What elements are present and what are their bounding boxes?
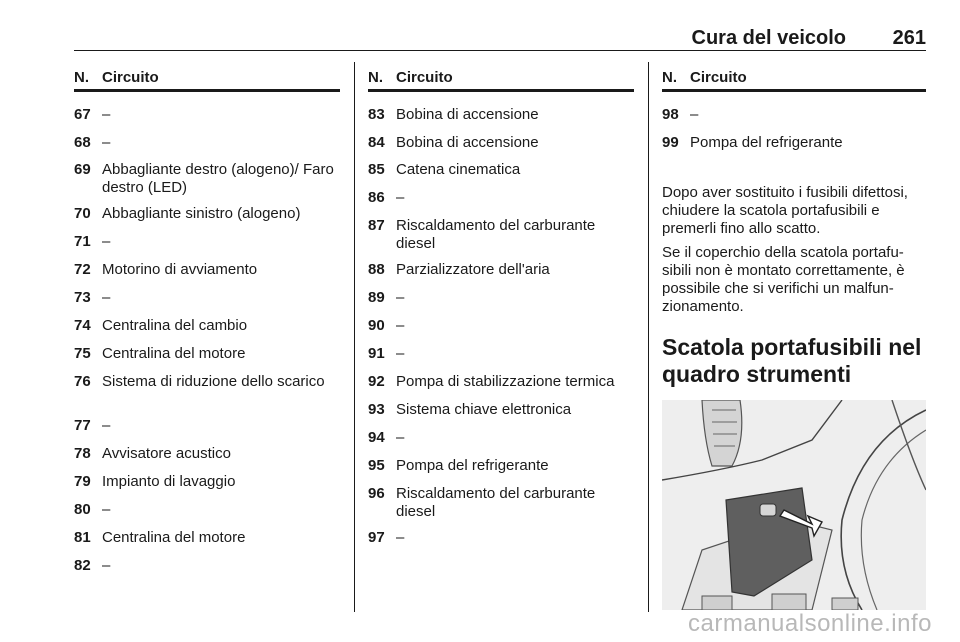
table-header bbox=[74, 62, 340, 92]
paragraph: Dopo aver sostituito i fusibili difettosi, chiudere la scatola portafusibili e premerli fino allo scatto. bbox=[662, 184, 908, 237]
fuse-number: 94 bbox=[368, 429, 385, 446]
table-header bbox=[368, 62, 634, 92]
fuse-rows bbox=[662, 92, 926, 170]
fuse-row bbox=[74, 445, 340, 463]
fuse-number: 86 bbox=[368, 189, 385, 206]
fuse-circuit: – bbox=[102, 289, 111, 306]
fuse-number: 95 bbox=[368, 457, 385, 474]
fuse-row bbox=[368, 317, 634, 335]
fuse-row bbox=[368, 161, 634, 179]
fuse-number: 91 bbox=[368, 345, 385, 362]
fuse-number: 71 bbox=[74, 233, 91, 250]
fuse-number: 88 bbox=[368, 261, 385, 278]
fuse-row bbox=[74, 473, 340, 491]
fuse-number: 70 bbox=[74, 205, 91, 222]
fuse-number: 84 bbox=[368, 134, 385, 151]
fuse-number: 75 bbox=[74, 345, 91, 362]
fuse-number: 73 bbox=[74, 289, 91, 306]
fuse-row bbox=[368, 401, 634, 419]
fuse-row bbox=[74, 417, 340, 435]
fuse-row bbox=[74, 345, 340, 363]
fuse-number: 99 bbox=[662, 134, 679, 151]
fuse-number: 98 bbox=[662, 106, 679, 123]
fuse-row bbox=[368, 134, 634, 152]
fuse-number: 74 bbox=[74, 317, 91, 334]
header-circuit: Circuito bbox=[102, 69, 159, 86]
fuse-row bbox=[368, 289, 634, 307]
header-number: N. bbox=[662, 69, 677, 86]
table-header bbox=[662, 62, 926, 92]
fuse-row bbox=[368, 189, 634, 207]
page-header bbox=[74, 0, 926, 51]
header-circuit: Circuito bbox=[690, 69, 747, 86]
fuse-circuit: – bbox=[396, 317, 405, 334]
fuse-row bbox=[74, 317, 340, 335]
fuse-row bbox=[74, 161, 340, 197]
fuse-number: 90 bbox=[368, 317, 385, 334]
fuse-circuit: Riscaldamento del carburante diesel bbox=[396, 485, 596, 520]
fuse-circuit: – bbox=[102, 417, 111, 434]
fuse-circuit: Bobina di accensione bbox=[396, 134, 539, 151]
fuse-circuit: Avvisatore acustico bbox=[102, 445, 231, 462]
fuse-number: 79 bbox=[74, 473, 91, 490]
fuse-number: 92 bbox=[368, 373, 385, 390]
section-title: Scatola portafusibili nel quadro strumenti bbox=[662, 334, 922, 387]
fuse-circuit: Catena cinematica bbox=[396, 161, 521, 178]
fuse-row bbox=[368, 457, 634, 475]
fuse-number: 93 bbox=[368, 401, 385, 418]
fuse-row bbox=[74, 134, 340, 152]
fuse-rows bbox=[74, 92, 340, 593]
watermark: carmanualsonline.info bbox=[688, 610, 932, 637]
fuse-row bbox=[368, 345, 634, 363]
fuse-row bbox=[74, 233, 340, 251]
fuse-circuit: – bbox=[102, 134, 111, 151]
fuse-circuit: Centralina del motore bbox=[102, 529, 246, 546]
fuse-row bbox=[662, 106, 926, 124]
fuse-circuit: Centralina del cambio bbox=[102, 317, 248, 334]
fuse-row bbox=[74, 529, 340, 547]
fuse-table-column-1 bbox=[74, 62, 340, 593]
fuse-row bbox=[662, 134, 926, 152]
fuse-number: 83 bbox=[368, 106, 385, 123]
page-number: 261 bbox=[892, 27, 926, 49]
fuse-row bbox=[368, 529, 634, 547]
fuse-row bbox=[74, 106, 340, 124]
column-divider bbox=[354, 62, 355, 612]
fuse-circuit: Sistema chiave elettronica bbox=[396, 401, 572, 418]
chapter-title: Cura del veicolo bbox=[691, 27, 846, 49]
fuse-number: 87 bbox=[368, 217, 385, 234]
fuse-circuit: – bbox=[102, 557, 111, 574]
fuse-circuit: – bbox=[102, 106, 111, 123]
fuse-number: 68 bbox=[74, 134, 91, 151]
fuse-row bbox=[368, 429, 634, 447]
fuse-row bbox=[368, 217, 634, 253]
fuse-number: 85 bbox=[368, 161, 385, 178]
fuse-circuit: Bobina di accensione bbox=[396, 106, 539, 123]
column-divider bbox=[648, 62, 649, 612]
dashboard-fuse-box-illustration bbox=[662, 400, 926, 610]
header-circuit: Circuito bbox=[396, 69, 453, 86]
fuse-circuit: Centralina del motore bbox=[102, 345, 246, 362]
fuse-number: 72 bbox=[74, 261, 91, 278]
fuse-number: 78 bbox=[74, 445, 91, 462]
fuse-number: 80 bbox=[74, 501, 91, 518]
fuse-circuit: – bbox=[396, 189, 405, 206]
fuse-table-column-3 bbox=[662, 62, 926, 610]
fuse-number: 96 bbox=[368, 485, 385, 502]
fuse-row bbox=[368, 485, 634, 521]
fuse-number: 81 bbox=[74, 529, 91, 546]
fuse-row bbox=[74, 501, 340, 519]
fuse-circuit: – bbox=[396, 345, 405, 362]
paragraph: Se il coperchio della scatola portafu- sibili non è montato correttamente, è possibile che si verifichi un malfun- zionamento. bbox=[662, 244, 905, 315]
fuse-circuit: – bbox=[396, 289, 405, 306]
fuse-circuit: Parzializzatore dell'aria bbox=[396, 261, 550, 278]
fuse-row bbox=[368, 261, 634, 279]
fuse-circuit: – bbox=[396, 429, 405, 446]
fuse-number: 67 bbox=[74, 106, 91, 123]
fuse-number: 76 bbox=[74, 373, 91, 390]
fuse-circuit: Pompa di stabilizzazione termica bbox=[396, 373, 615, 390]
fuse-row bbox=[74, 373, 340, 391]
fuse-circuit: – bbox=[102, 233, 111, 250]
fuse-circuit: – bbox=[396, 529, 405, 546]
fuse-row bbox=[74, 289, 340, 307]
fuse-row bbox=[74, 261, 340, 279]
fuse-circuit: Abbagliante sinistro (alogeno) bbox=[102, 205, 301, 222]
fuse-circuit: Riscaldamento del carburante diesel bbox=[396, 217, 596, 252]
fuse-row bbox=[74, 557, 340, 575]
fuse-rows bbox=[368, 92, 634, 565]
fuse-number: 82 bbox=[74, 557, 91, 574]
fuse-circuit: – bbox=[102, 501, 111, 518]
fuse-circuit: Impianto di lavaggio bbox=[102, 473, 236, 490]
fuse-number: 97 bbox=[368, 529, 385, 546]
fuse-circuit: – bbox=[690, 106, 699, 123]
fuse-circuit: Abbagliante destro (alogeno)/ Faro destro (LED) bbox=[102, 161, 334, 196]
fuse-circuit: Pompa del refrigerante bbox=[396, 457, 549, 474]
fuse-row bbox=[368, 106, 634, 124]
fuse-table-column-2 bbox=[368, 62, 634, 565]
fuse-number: 89 bbox=[368, 289, 385, 306]
fuse-number: 77 bbox=[74, 417, 91, 434]
fuse-row bbox=[74, 205, 340, 223]
fuse-row bbox=[368, 373, 634, 391]
fuse-circuit: Motorino di avviamento bbox=[102, 261, 258, 278]
fuse-number: 69 bbox=[74, 161, 91, 178]
fuse-circuit: Pompa del refrigerante bbox=[690, 134, 843, 151]
header-number: N. bbox=[74, 69, 89, 86]
header-number: N. bbox=[368, 69, 383, 86]
fuse-circuit: Sistema di riduzione dello scarico bbox=[102, 373, 325, 390]
